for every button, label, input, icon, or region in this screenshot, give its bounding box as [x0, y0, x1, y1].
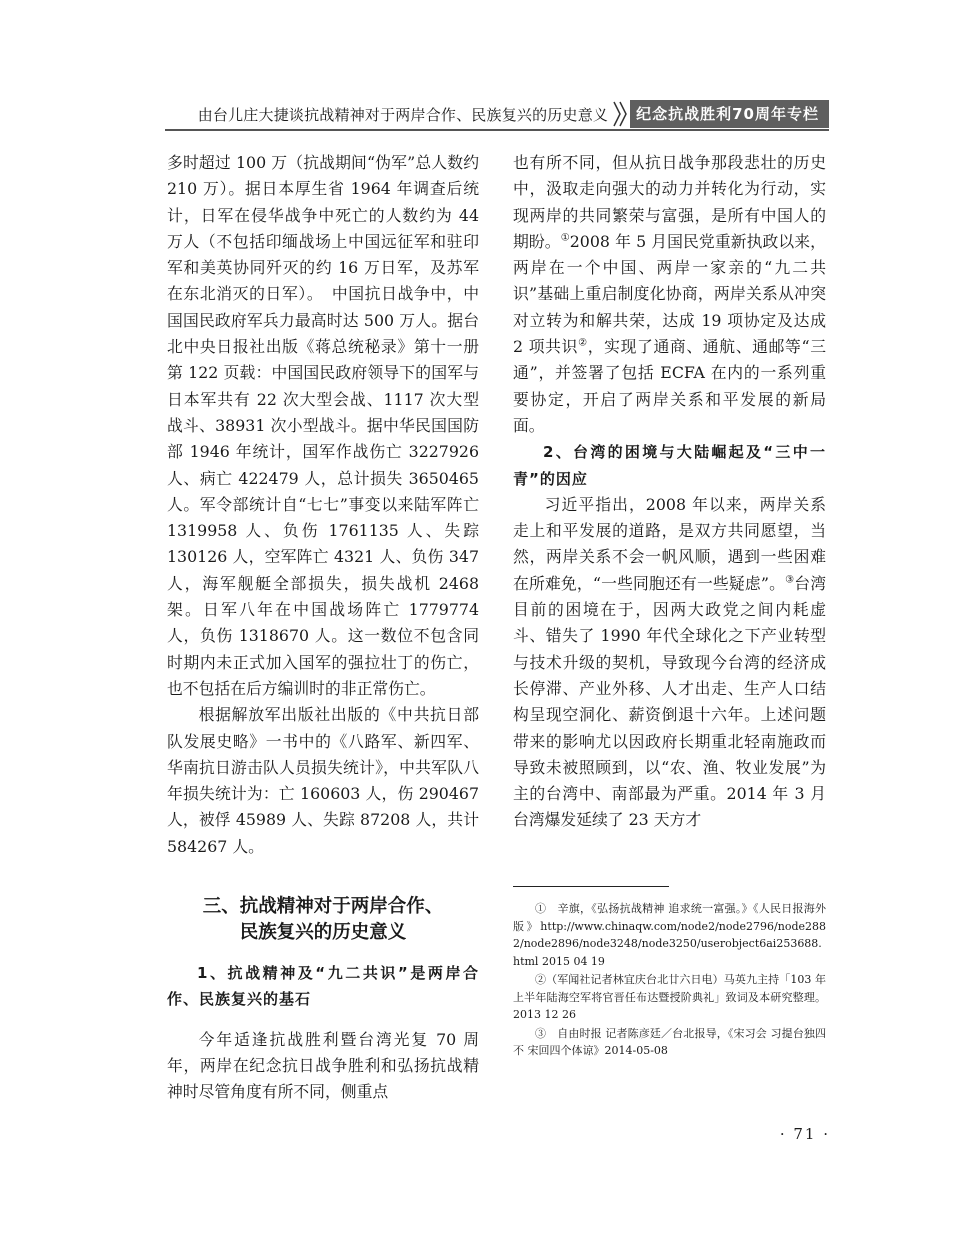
left-paragraph-3: 今年适逢抗战胜利暨台湾光复 70 周年，两岸在纪念抗日战争胜利和弘扬抗战精神时尽管角度有所不同，侧重点	[167, 1029, 479, 1102]
right-paragraph-1-part-c: ，实现了通商、通航、通邮等“三通”，并签署了包括 ECFA 在内的一系列重要协定，开启了两岸关系和平发展的新局面。	[513, 337, 826, 435]
subheading-2: 2、台湾的困境与大陆崛起及“三中一青”的因应	[513, 443, 826, 488]
double-chevron-icon	[612, 100, 630, 128]
running-header	[165, 100, 829, 128]
right-paragraph-1	[513, 150, 826, 439]
section-heading-line-2: 民族复兴的历史意义	[239, 922, 407, 944]
footnote-2: ②（军闻社记者林宜庆台北廿六日电）马英九主持「103 年上半年陆海空军将官晋任布达暨授阶典礼」致词及本研究整理。2013 12 26	[513, 973, 826, 1021]
subheading-1: 1、抗战精神及“九二共识”是两岸合作、民族复兴的基石	[167, 964, 479, 1009]
header-rule	[165, 129, 829, 131]
page-number: · 71 ·	[779, 1125, 830, 1143]
footnote-1: ① 辛旗，《弘扬抗战精神 追求统一富强。》《人民日报海外版》http://www.chinaqw.com/node2/node2796/node2882/node2896/node3248/node3250/userobject6ai253688.html 2015 04 19	[513, 902, 826, 968]
header-article-title: 由台儿庄大捷谈抗战精神对于两岸合作、民族复兴的历史意义	[197, 105, 609, 124]
right-paragraph-2	[513, 492, 826, 834]
section-heading	[167, 894, 479, 946]
footnotes	[513, 900, 826, 1061]
right-paragraph-2-part-b: 台湾目前的困境在于，因两大政党之间内耗虚斗、错失了 1990 年代全球化之下产业转型与技术升级的契机，导致现今台湾的经济成长停滞、产业外移、人才出走、生产人口结构呈现空洞化、薪资倒退十六年。上述问题带来的影响尤以因政府长期重北轻南施政而导致未被照顾到，以“农、渔、牧业发展”为主的台湾中、南部最为严重。2014 年 3 月台湾爆发延续了 23 天方才	[513, 573, 826, 830]
footnote-ref-1: ①	[560, 232, 570, 244]
footnote-3: ③ 自由时报 记者陈彦廷／台北报导，《宋习会 习提台独四不 宋回四个体谅》2014-05-08	[513, 1026, 826, 1057]
section-heading-line-1: 三、抗战精神对于两岸合作、	[202, 896, 444, 918]
right-paragraph-2-part-a: 习近平指出，2008 年以来，两岸关系走上和平发展的道路，是双方共同愿望，当然，两岸关系不会一帆风顺，遇到一些困难在所难免，“一些同胞还有一些疑虑”。	[513, 494, 826, 593]
left-paragraph-2: 根据解放军出版社出版的《中共抗日部队发展史略》一书中的《八路军、新四军、华南抗日游击队人员损失统计》，中共军队八年损失统计为：亡 160603 人，伤 290467 人，被俘 45989 人、失踪 87208 人，共计 584267 人。	[167, 705, 479, 856]
header-column-label: 纪念抗战胜利70周年专栏	[630, 100, 829, 128]
left-paragraph-1: 多时超过 100 万（抗战期间“伪军”总人数约 210 万）。据日本厚生省 1964 年调查后统计，日军在侵华战争中死亡的人数约为 44 万人（不包括印缅战场上中国远征军和驻印军和美英协同歼灭的约 16 万日军，及苏军在东北消灭的日军）。 中国抗日战争中，中国国民政府军兵力最高时达 500 万人。据台北中央日报社出版《蒋总统秘录》第十一册第 122 页载：中国国民政府领导下的国军与日本军共有 22 次大型会战、1117 次大型战斗、38931 次小型战斗。据中华民国国防部 1946 年统计，国军作战伤亡 3227926 人、病亡 422479 人，总计损失 3650465 人。军令部统计自“七七”事变以来陆军阵亡 1319958 人、负伤 1761135 人、失踪 130126 人，空军阵亡 4321 人、负伤 347 人，海军舰艇全部损失，损失战机 2468 架。日军八年在中国战场阵亡 1779774 人，负伤 1318670 人。这一数位不包含同时期内未正式加入国军的强拉壮丁的伤亡，也不包括在后方编训时的非正常伤亡。	[167, 153, 479, 698]
right-column	[513, 150, 826, 834]
footnote-ref-2: ②	[578, 337, 588, 349]
footnote-rule	[513, 886, 669, 887]
right-paragraph-1-part-b: 2008 年 5 月国民党重新执政以来，两岸在一个中国、两岸一家亲的“九二共识”基础上重启制度化协商，两岸关系从冲突对立转为和解共荣，达成 19 项协定及达成 2 项共识	[513, 231, 826, 357]
footnote-ref-3: ③	[785, 574, 795, 586]
left-column	[167, 150, 479, 1106]
right-paragraph-1-part-a: 也有所不同，但从抗日战争那段悲壮的历史中，汲取走向强大的动力并转化为行动，实现两岸的共同繁荣与富强，是所有中国人的期盼。	[513, 153, 826, 251]
